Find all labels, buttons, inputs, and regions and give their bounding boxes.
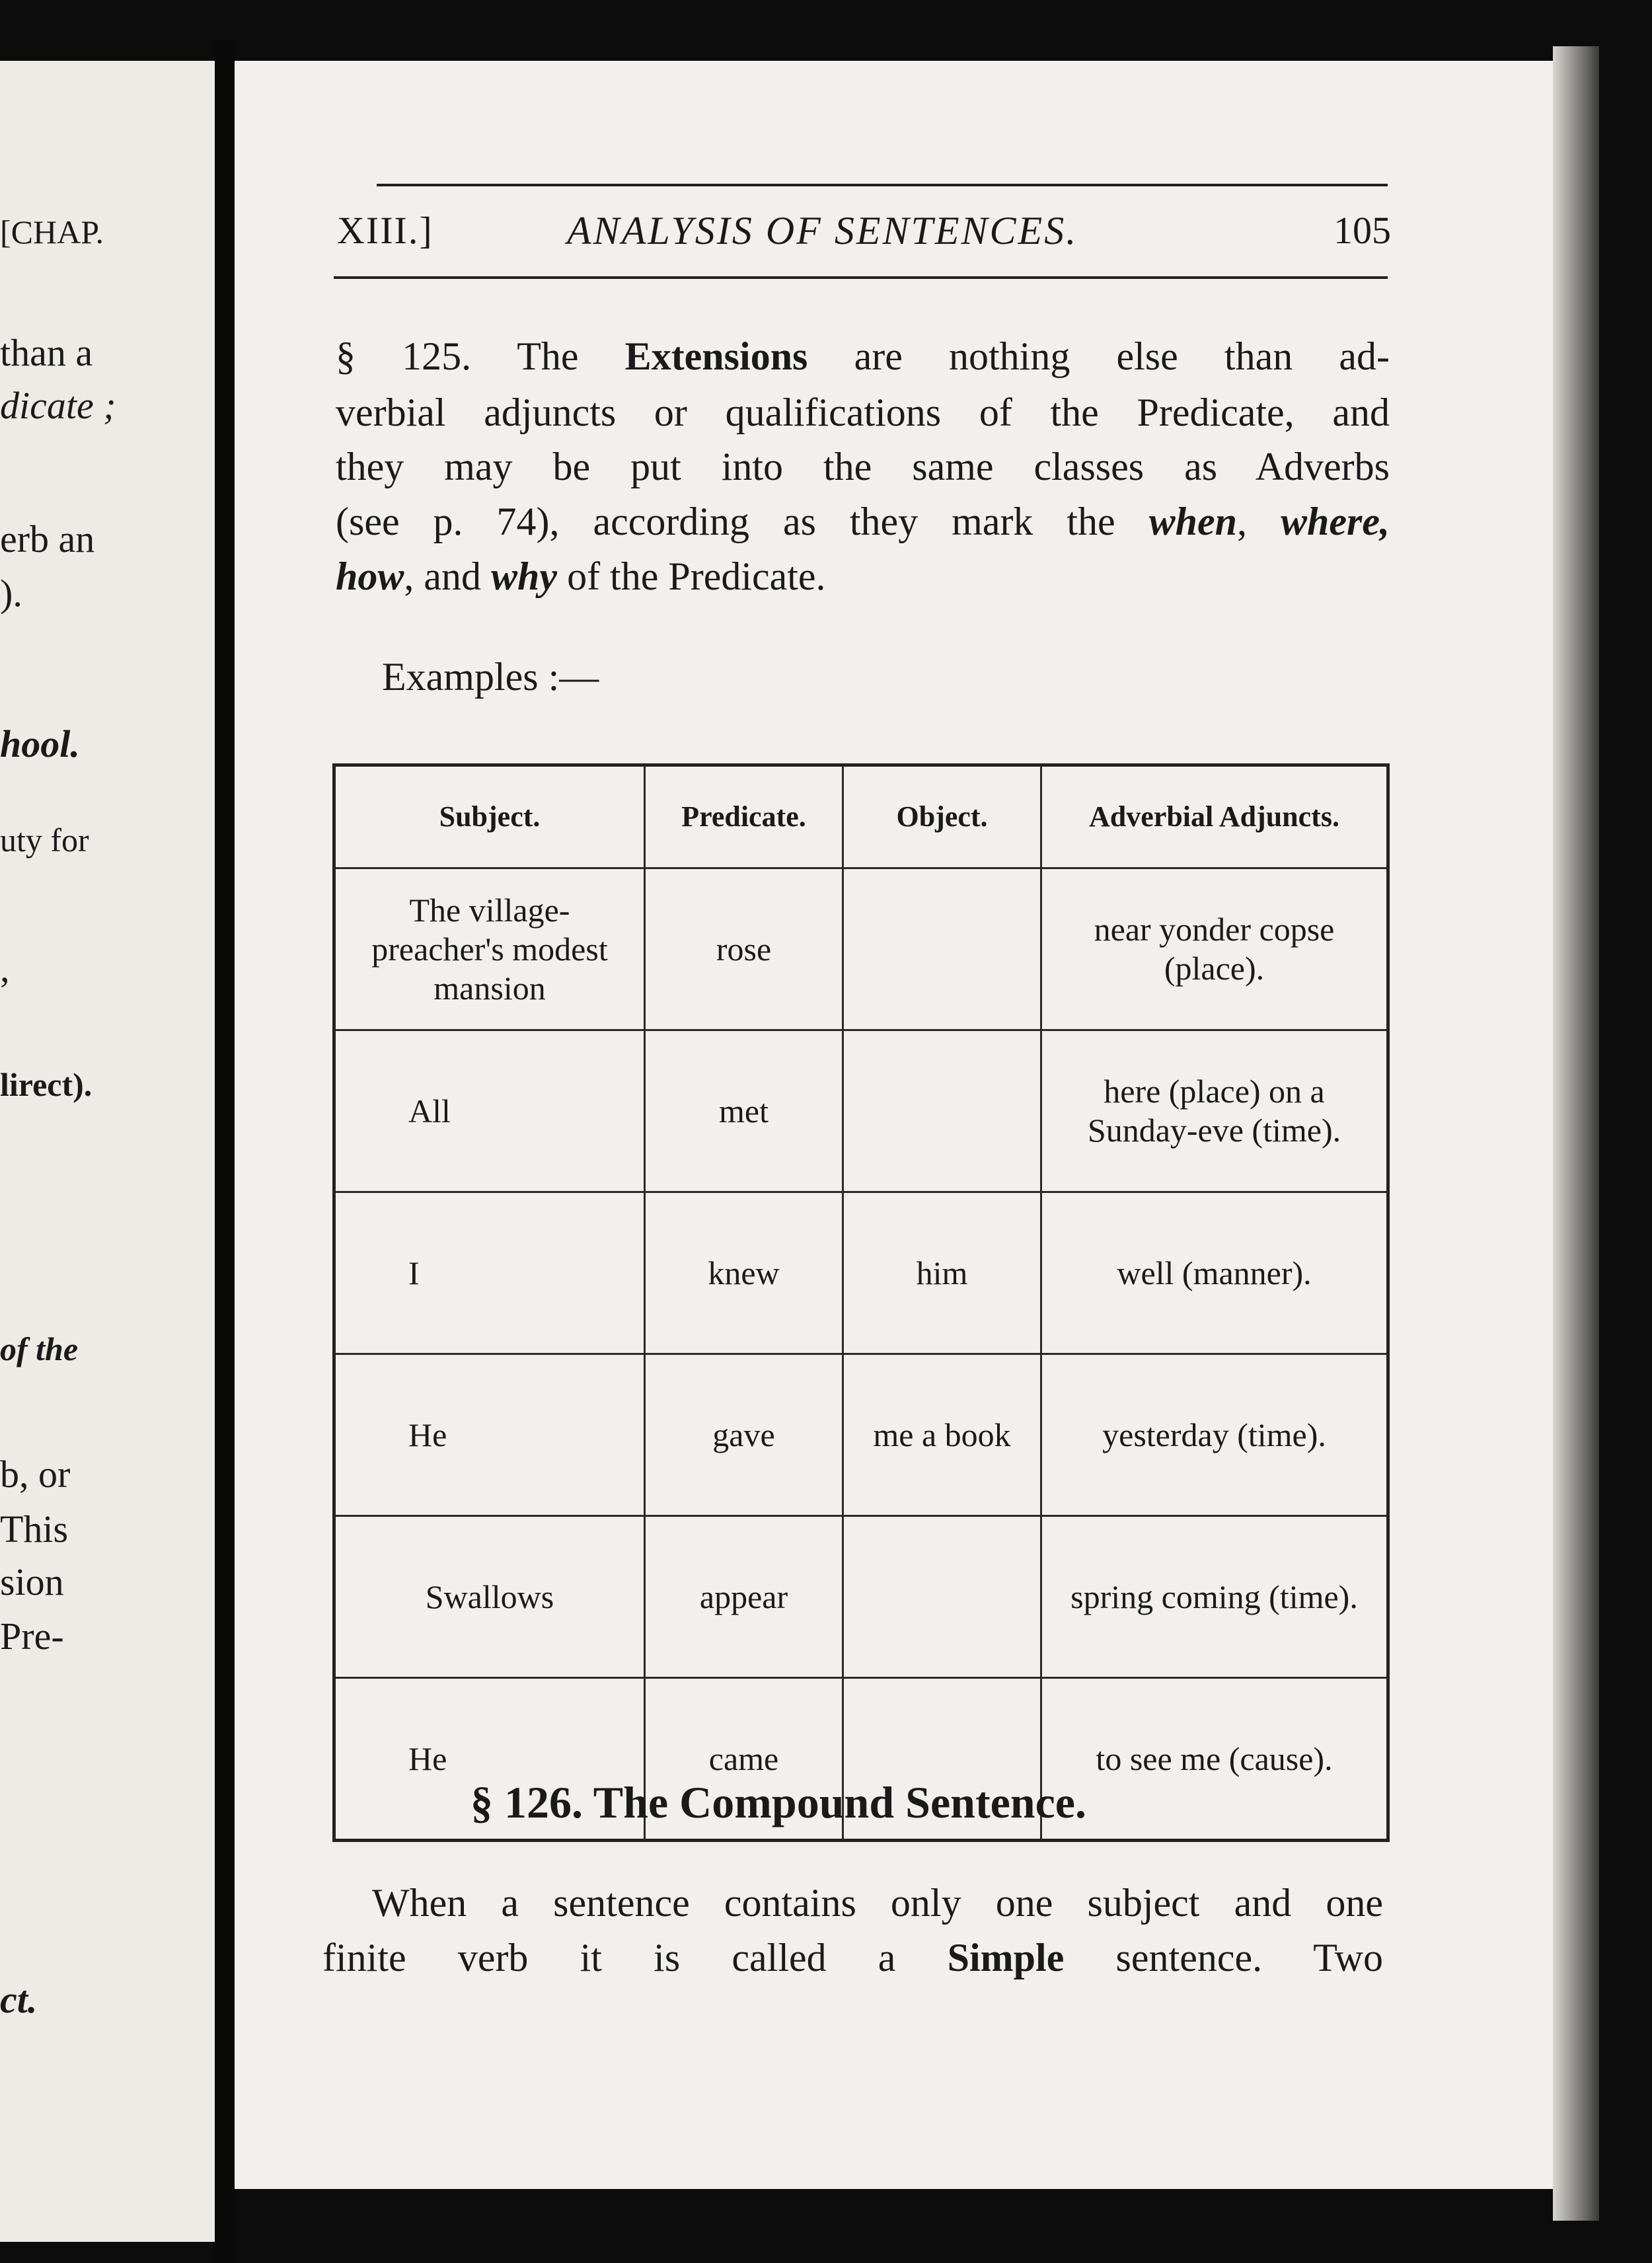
cell-adjuncts: yesterday (time). xyxy=(1041,1354,1388,1516)
cell-object xyxy=(843,1516,1041,1678)
cell-predicate: gave xyxy=(645,1354,843,1516)
left-fragment: This xyxy=(0,1508,69,1551)
term-simple: Simple xyxy=(947,1936,1065,1979)
table-header-row xyxy=(334,765,1388,868)
table-row xyxy=(334,1192,1388,1354)
paragraph-line: they may be put into the same classes as Adverbs xyxy=(336,445,1390,488)
paragraph-line: finite verb it is called a Simple sentence. Two xyxy=(322,1936,1383,1979)
cell-adjuncts: here (place) on a Sunday-eve (time). xyxy=(1041,1030,1388,1192)
left-fragment: b, or xyxy=(0,1453,71,1496)
cell-predicate: knew xyxy=(645,1192,843,1354)
cell-object: me a book xyxy=(843,1354,1041,1516)
left-fragment: Pre- xyxy=(0,1615,64,1658)
cell-subject: Swallows xyxy=(334,1516,645,1678)
cell-subject: The village-preacher's modest mansion xyxy=(334,868,645,1030)
left-fragment: ). xyxy=(0,572,22,615)
header-rule-top xyxy=(377,184,1388,186)
table-row xyxy=(334,1354,1388,1516)
left-fragment: uty for xyxy=(0,822,89,859)
cell-adjuncts: to see me (cause). xyxy=(1041,1678,1388,1841)
cell-adjuncts: well (manner). xyxy=(1041,1192,1388,1354)
page-number: 105 xyxy=(1333,209,1391,252)
cell-object xyxy=(843,1030,1041,1192)
cell-subject: He xyxy=(334,1354,645,1516)
left-fragment: ct. xyxy=(0,1978,38,2021)
cell-predicate: rose xyxy=(645,868,843,1030)
header-rule-bottom xyxy=(334,276,1388,279)
paragraph-line: (see p. 74), according as they mark the when, where, xyxy=(336,500,1390,543)
column-header-predicate: Predicate. xyxy=(645,765,843,868)
left-fragment: of the xyxy=(0,1330,79,1367)
left-fragment: [CHAP. xyxy=(0,213,104,250)
paragraph-line: When a sentence contains only one subject and one xyxy=(372,1881,1383,1925)
page-edge xyxy=(1553,46,1599,2221)
left-fragment: dicate ; xyxy=(0,384,116,427)
left-fragment: lirect). xyxy=(0,1066,93,1103)
paragraph-line: § 125. The Extensions are nothing else than ad- xyxy=(336,334,1390,378)
cell-subject: All xyxy=(334,1030,645,1192)
column-header-subject: Subject. xyxy=(334,765,645,868)
examples-table xyxy=(332,763,1390,1842)
scan-background xyxy=(1599,0,1652,2263)
paragraph-line: how, and why of the Predicate. xyxy=(336,555,826,598)
column-header-object: Object. xyxy=(843,765,1041,868)
left-fragment: erb an xyxy=(0,518,95,560)
running-head-title: ANALYSIS OF SENTENCES. xyxy=(567,209,1078,252)
table-row xyxy=(334,868,1388,1030)
examples-label: Examples :— xyxy=(382,655,599,699)
paragraph-line: verbial adjuncts or qualifications of the Predicate, and xyxy=(336,391,1390,434)
left-fragment: hool. xyxy=(0,722,80,765)
left-fragment: , xyxy=(0,947,10,990)
book-gutter xyxy=(215,40,235,2263)
cell-adjuncts: near yonder copse (place). xyxy=(1041,868,1388,1030)
running-head-chapter: XIII.] xyxy=(337,209,433,252)
cell-predicate: came xyxy=(645,1678,843,1841)
table-row xyxy=(334,1516,1388,1678)
left-fragment: than a xyxy=(0,331,93,374)
cell-adjuncts: spring coming (time). xyxy=(1041,1516,1388,1678)
left-page xyxy=(0,61,215,2242)
cell-subject: I xyxy=(334,1192,645,1354)
cell-object: him xyxy=(843,1192,1041,1354)
term-extensions: Extensions xyxy=(624,334,808,378)
section-heading: § 126. The Compound Sentence. xyxy=(470,1777,1086,1827)
left-fragment: sion xyxy=(0,1560,64,1603)
cell-predicate: appear xyxy=(645,1516,843,1678)
cell-predicate: met xyxy=(645,1030,843,1192)
cell-object xyxy=(843,868,1041,1030)
table-row xyxy=(334,1030,1388,1192)
cell-subject: He xyxy=(334,1678,645,1841)
column-header-adjuncts: Adverbial Adjuncts. xyxy=(1041,765,1388,868)
